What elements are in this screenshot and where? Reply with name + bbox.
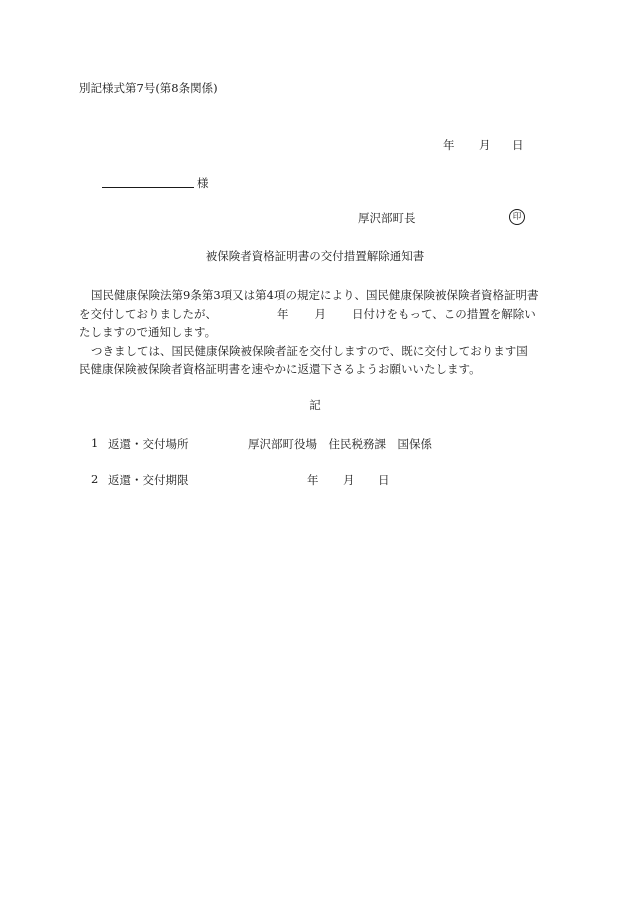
addressee-name-line <box>102 187 194 188</box>
issuer-title: 厚沢部町長 <box>358 211 416 225</box>
item-2-year-label: 年 <box>307 473 319 487</box>
body-line-2-month: 月 <box>314 307 326 321</box>
addressee-honorific: 様 <box>197 176 209 190</box>
body-line-2 <box>79 306 536 322</box>
item-1-value: 厚沢部町役場 住民税務課 国保係 <box>248 437 432 451</box>
form-number: 別記様式第7号(第8条関係) <box>79 81 218 95</box>
body-line-1: 国民健康保険法第9条第3項又は第4項の規定により、国民健康保険被保険者資格証明書 <box>91 288 539 302</box>
item-2-day-label: 日 <box>378 473 390 487</box>
seal-icon: 印 <box>509 209 525 225</box>
item-1-label: 返還・交付場所 <box>108 437 189 451</box>
document-title: 被保険者資格証明書の交付措置解除通知書 <box>205 249 425 263</box>
body-line-3: たしますので通知します。 <box>79 325 217 339</box>
date-year-label: 年 <box>443 138 455 152</box>
body-line-5: 民健康保険被保険者資格証明書を速やかに返還下さるようお願いいたします。 <box>79 362 481 376</box>
body-line-2-end: 日付けをもって、この措置を解除い <box>352 307 536 321</box>
ki-heading: 記 <box>309 398 321 412</box>
date-day-label: 日 <box>512 138 524 152</box>
body-line-4: つきましては、国民健康保険被保険者証を交付しますので、既に交付しております国 <box>91 344 528 358</box>
item-2-label: 返還・交付期限 <box>108 473 189 487</box>
item-2-number: 2 <box>91 472 99 486</box>
item-1-number: 1 <box>91 436 99 450</box>
date-month-label: 月 <box>479 138 491 152</box>
body-line-2-year: 年 <box>277 307 289 321</box>
body-line-2-start: を交付しておりましたが、 <box>79 307 217 321</box>
item-2-month-label: 月 <box>343 473 355 487</box>
